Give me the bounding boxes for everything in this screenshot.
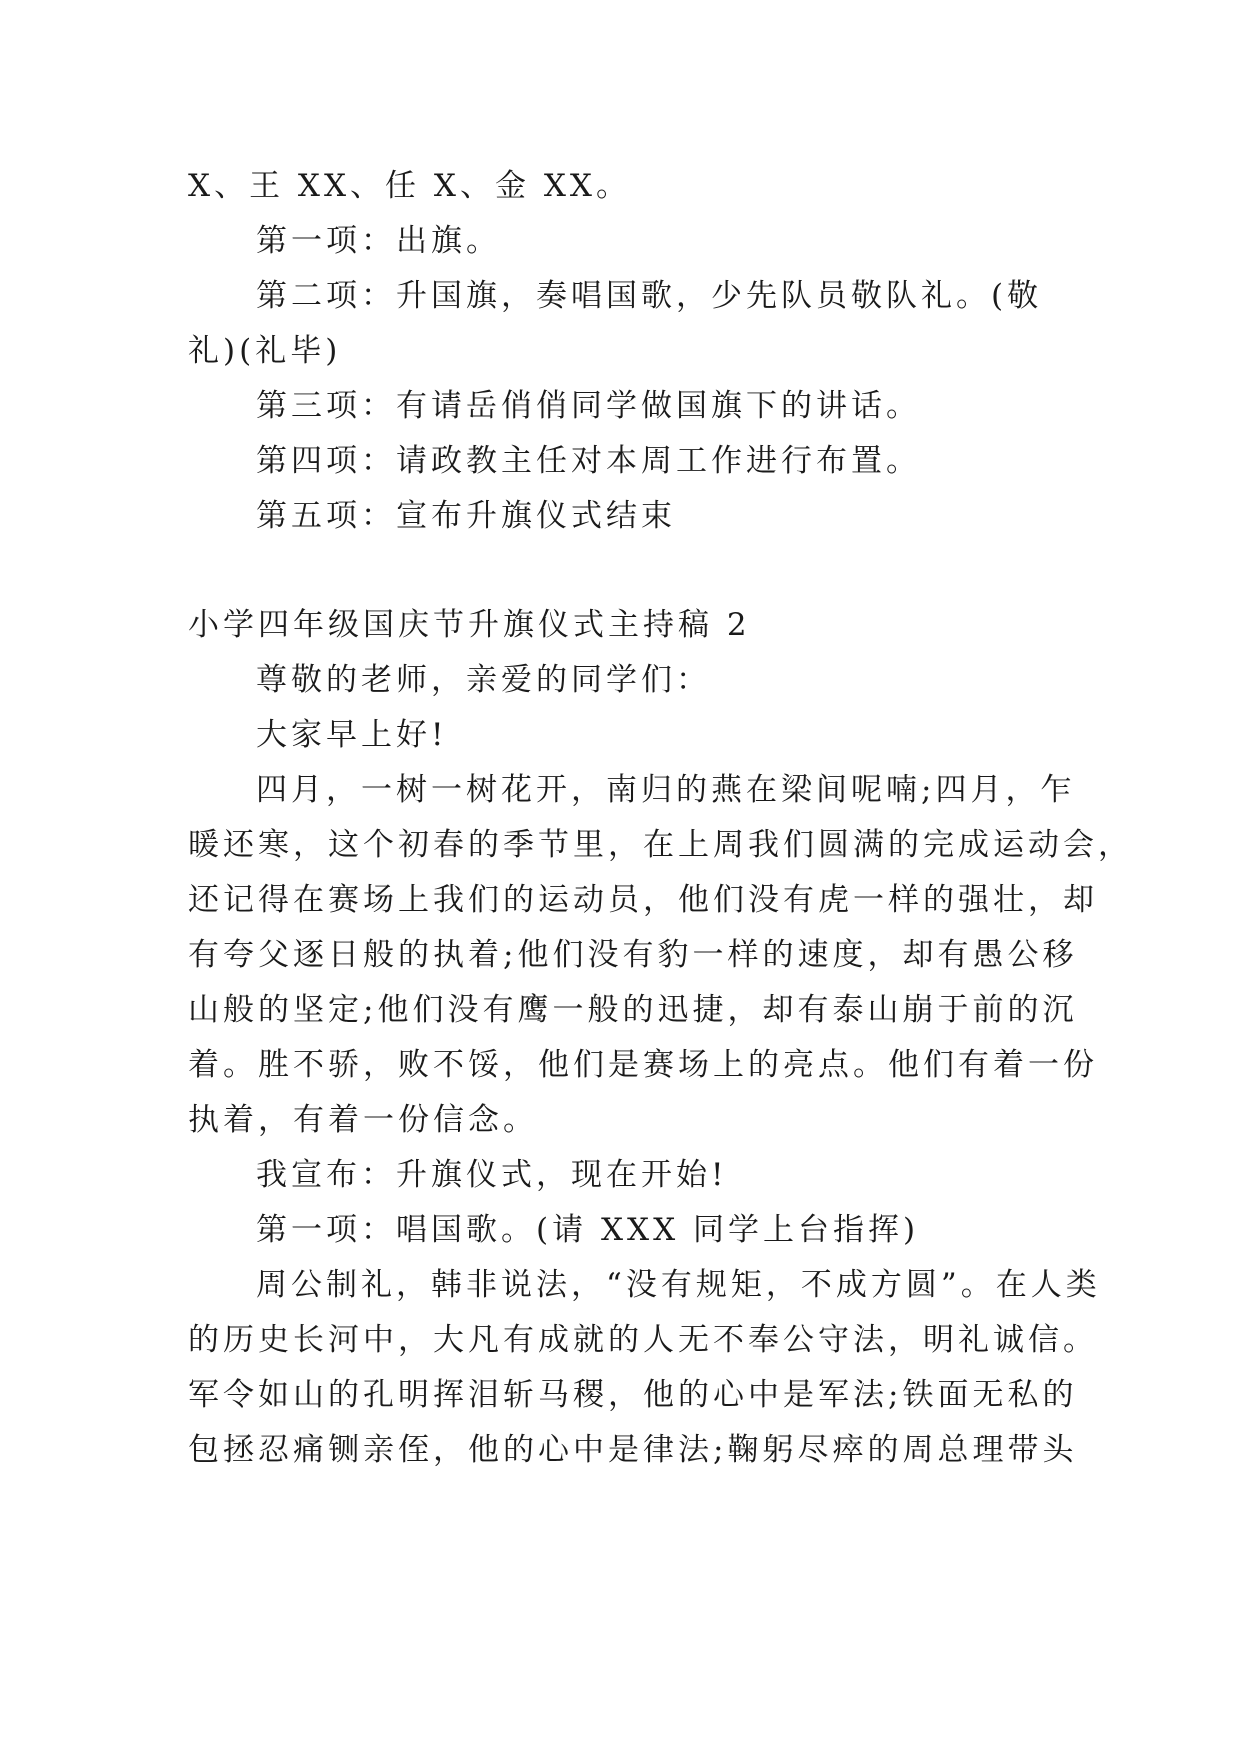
text-line: 第二项：升国旗，奏唱国歌，少先队员敬队礼。(敬 bbox=[256, 278, 1043, 314]
text-line: 暖还寒，这个初春的季节里，在上周我们圆满的完成运动会， bbox=[188, 827, 1133, 863]
text-line: 第一项：出旗。 bbox=[256, 223, 501, 259]
text-line: 有夸父逐日般的执着;他们没有豹一样的速度，却有愚公移 bbox=[188, 937, 1078, 973]
text-line: 大家早上好! bbox=[256, 717, 448, 753]
text-line: 第三项：有请岳俏俏同学做国旗下的讲话。 bbox=[256, 388, 921, 424]
text-line: 第一项：唱国歌。(请 XXX 同学上台指挥) bbox=[256, 1212, 920, 1248]
text-line: 第五项：宣布升旗仪式结束 bbox=[256, 498, 676, 534]
section-title: 小学四年级国庆节升旗仪式主持稿 2 bbox=[188, 607, 751, 643]
text-line: 还记得在赛场上我们的运动员，他们没有虎一样的强壮，却 bbox=[188, 882, 1098, 918]
text-line: 山般的坚定;他们没有鹰一般的迅捷，却有泰山崩于前的沉 bbox=[188, 992, 1078, 1028]
text-line: 尊敬的老师，亲爱的同学们： bbox=[256, 662, 711, 698]
text-line: 我宣布：升旗仪式，现在开始! bbox=[256, 1157, 728, 1193]
text-line: 礼)(礼毕) bbox=[188, 333, 342, 369]
text-line: 的历史长河中，大凡有成就的人无不奉公守法，明礼诚信。 bbox=[188, 1322, 1098, 1358]
text-line: 四月，一树一树花开，南归的燕在梁间呢喃;四月，乍 bbox=[256, 772, 1076, 808]
text-line: 军令如山的孔明挥泪斩马稷，他的心中是军法;铁面无私的 bbox=[188, 1377, 1078, 1413]
text-line: 着。胜不骄，败不馁，他们是赛场上的亮点。他们有着一份 bbox=[188, 1047, 1098, 1083]
text-line: 执着，有着一份信念。 bbox=[188, 1102, 538, 1138]
text-line: 第四项：请政教主任对本周工作进行布置。 bbox=[256, 443, 921, 479]
text-line: 周公制礼，韩非说法，“没有规矩，不成方圆”。在人类 bbox=[256, 1267, 1101, 1303]
text-line: X、王 XX、任 X、金 XX。 bbox=[188, 168, 631, 204]
text-line: 包拯忍痛铡亲侄，他的心中是律法;鞠躬尽瘁的周总理带头 bbox=[188, 1432, 1078, 1468]
